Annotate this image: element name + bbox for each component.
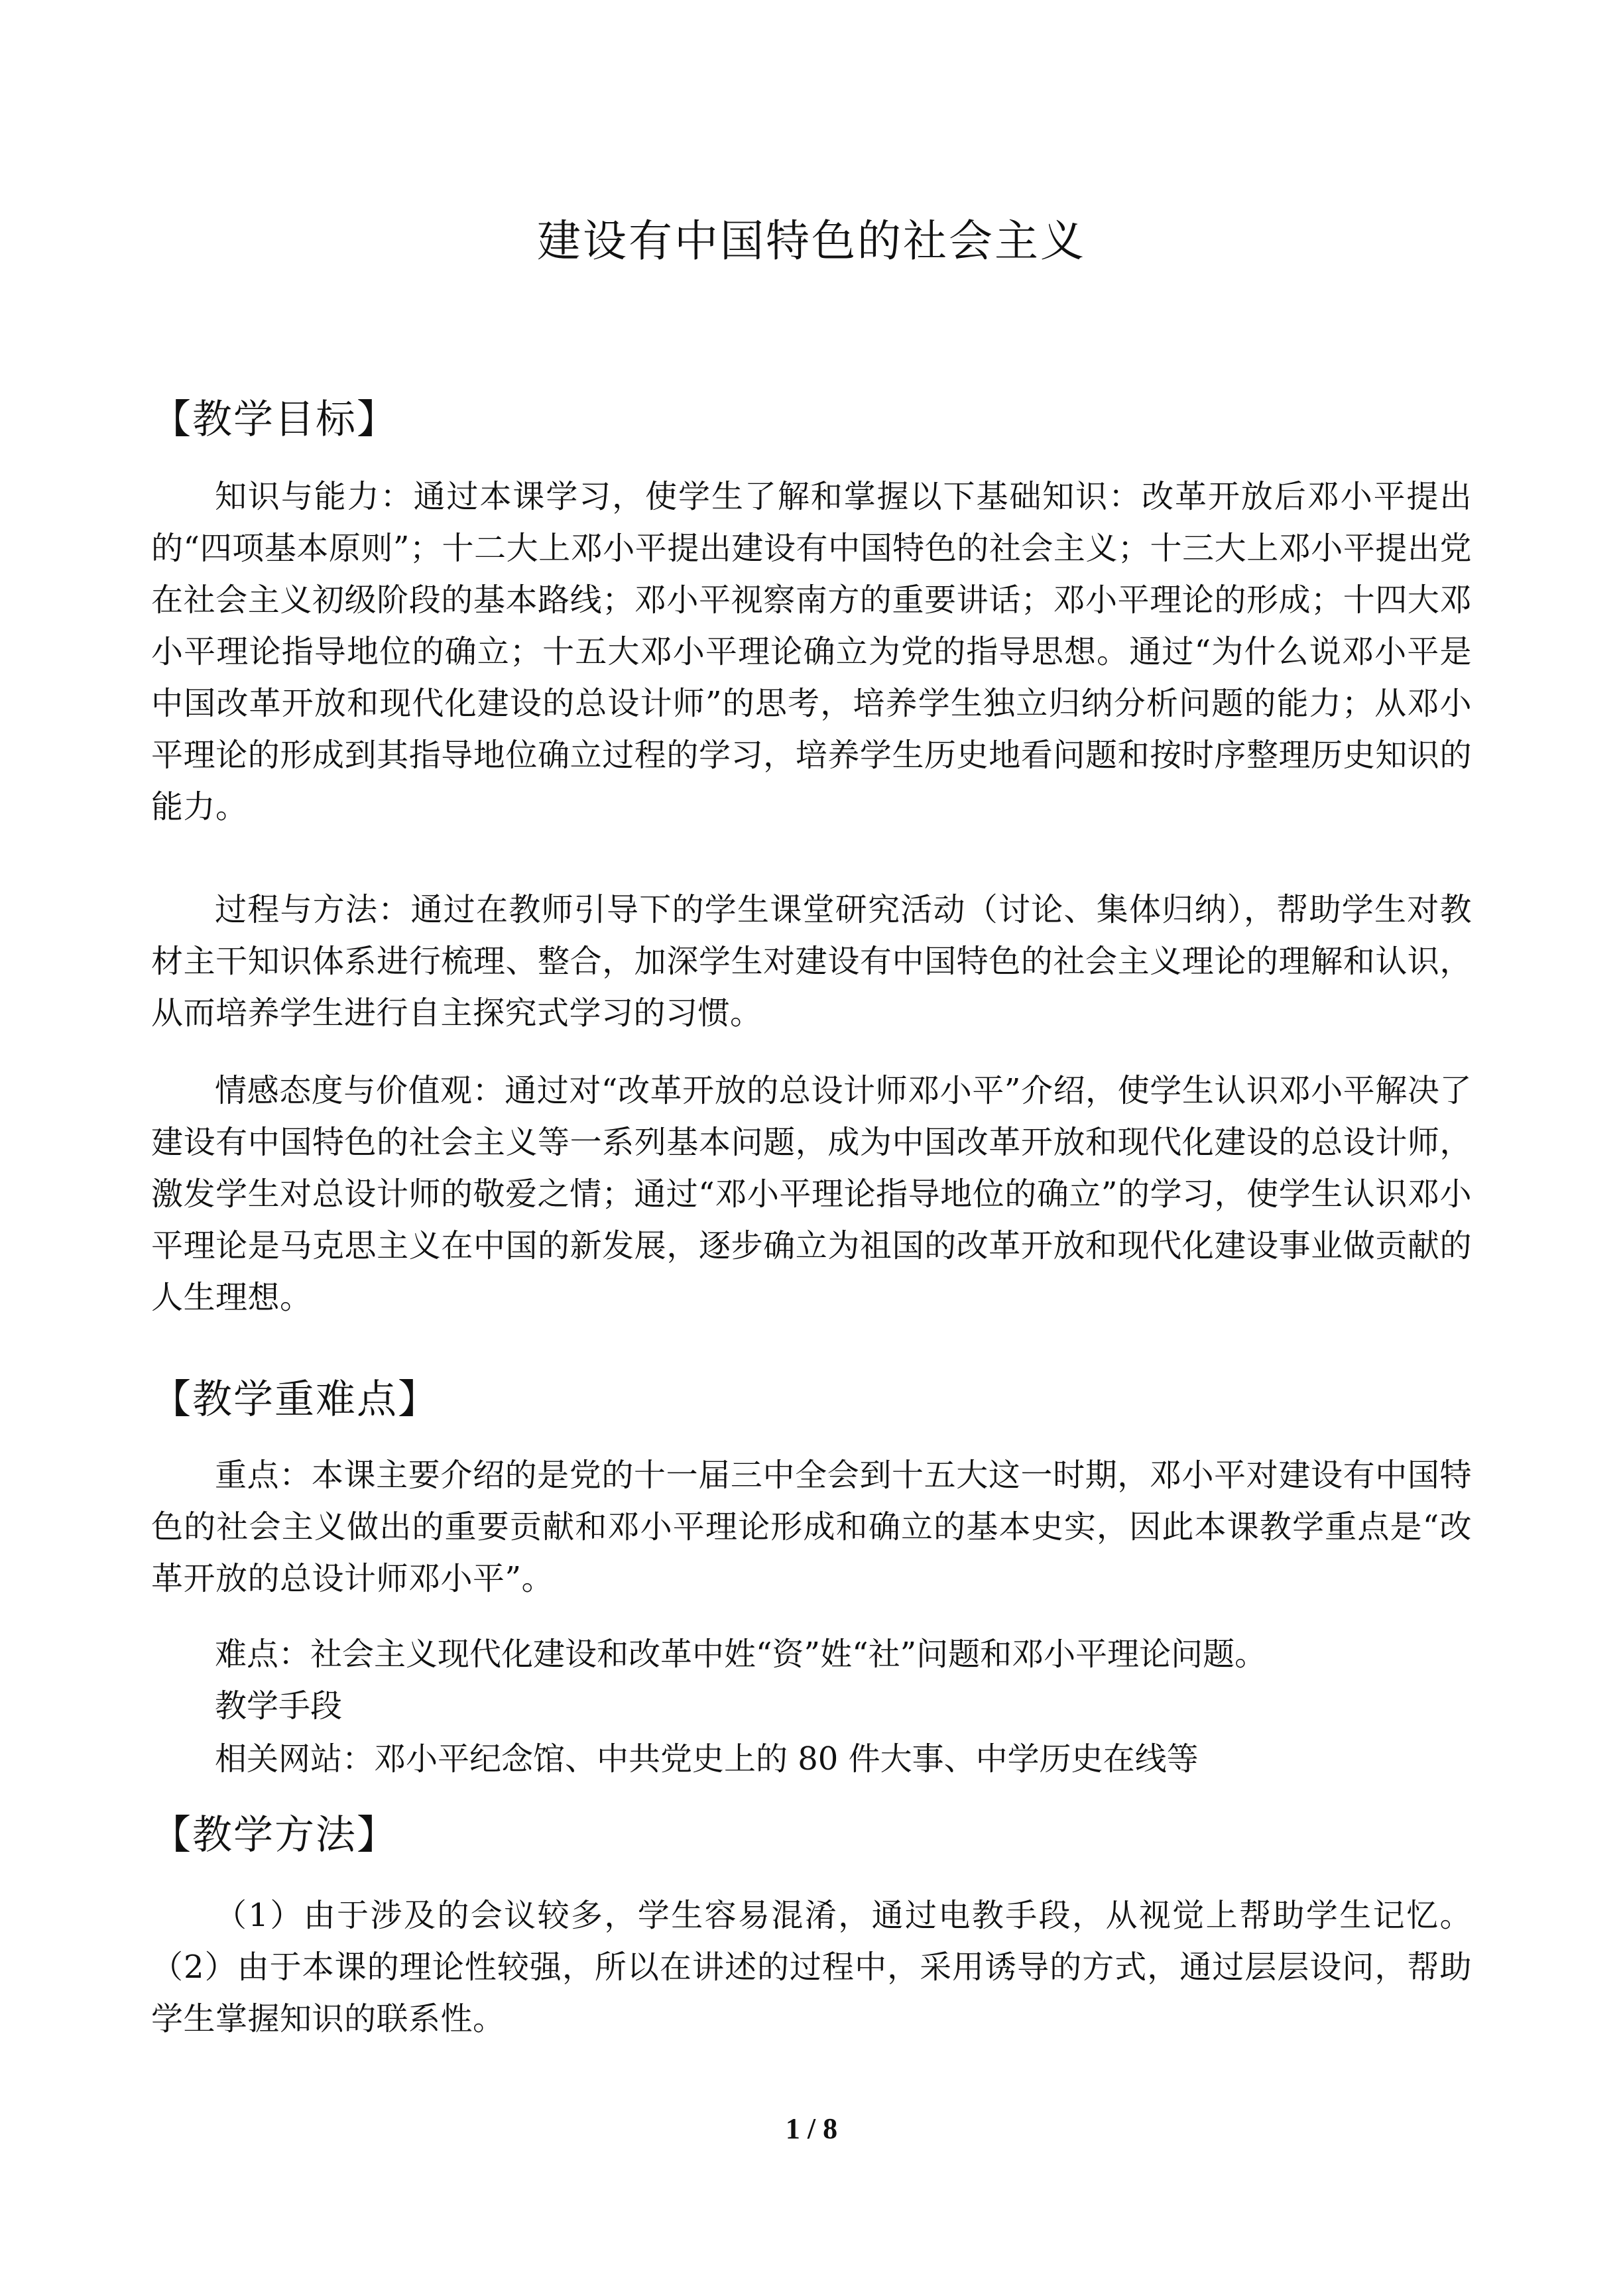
- page-number: 1 / 8: [785, 2112, 838, 2145]
- line-related-sites: 相关网站：邓小平纪念馆、中共党史上的 80 件大事、中学历史在线等: [215, 1740, 1199, 1778]
- paragraph-emotion-values: 情感态度与价值观：通过对“改革开放的总设计师邓小平”介绍，使学生认识邓小平解决了建设有中国特色的社会主义等一系列基本问题，成为中国改革开放和现代化建设的总设计师，激发学生对总设计师的敬爱之情；通过“邓小平理论指导地位的确立”的学习，使学生认识邓小平理论是马克思主义在中国的新发展，逐步确立为祖国的改革开放和现代化建设事业做贡献的人生理想。: [151, 1072, 1472, 1316]
- line-difficulties: 难点：社会主义现代化建设和改革中姓“资”姓“社”问题和邓小平理论问题。: [215, 1636, 1267, 1673]
- paragraph-knowledge-ability: 知识与能力：通过本课学习，使学生了解和掌握以下基础知识：改革开放后邓小平提出的“四项基本原则”；十二大上邓小平提出建设有中国特色的社会主义；十三大上邓小平提出党在社会主义初级阶段的基本路线；邓小平视察南方的重要讲话；邓小平理论的形成；十四大邓小平理论指导地位的确立；十五大邓小平理论确立为党的指导思想。通过“为什么说邓小平是中国改革开放和现代化建设的总设计师”的思考，培养学生独立归纳分析问题的能力；从邓小平理论的形成到其指导地位确立过程的学习，培养学生历史地看问题和按时序整理历史知识的能力。: [151, 478, 1472, 825]
- section-heading-goals: 【教学目标】: [151, 396, 398, 443]
- document-title: 建设有中国特色的社会主义: [537, 215, 1086, 267]
- paragraph-methods: （1）由于涉及的会议较多，学生容易混淆，通过电教手段，从视觉上帮助学生记忆。（2）由于本课的理论性较强，所以在讲述的过程中，采用诱导的方式，通过层层设问，帮助学生掌握知识的联系性。: [151, 1897, 1472, 2037]
- section-heading-methods: 【教学方法】: [151, 1812, 398, 1858]
- paragraph-process-method: 过程与方法：通过在教师引导下的学生课堂研究活动（讨论、集体归纳），帮助学生对教材主干知识体系进行梳理、整合，加深学生对建设有中国特色的社会主义理论的理解和认识，从而培养学生进行自主探究式学习的习惯。: [151, 891, 1472, 1032]
- section-heading-keypoints: 【教学重难点】: [151, 1376, 439, 1423]
- line-teaching-means: 教学手段: [215, 1687, 343, 1724]
- paragraph-key-points: 重点：本课主要介绍的是党的十一届三中全会到十五大这一时期，邓小平对建设有中国特色的社会主义做出的重要贡献和邓小平理论形成和确立的基本史实，因此本课教学重点是“改革开放的总设计师邓小平”。: [151, 1457, 1472, 1597]
